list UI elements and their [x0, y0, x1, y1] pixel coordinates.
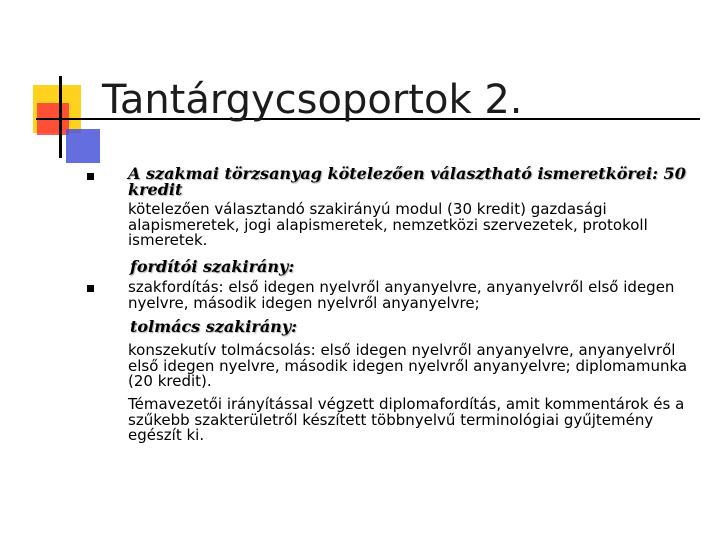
interpreter-text: konszekutív tolmácsolás: első idegen nyelvről anyanyelvre, anyanyelvről első idegen nyelvre, második idegen nyelvről anyanyelvre; diplomamunka (20 kredit). [128, 341, 688, 390]
core-heading: A szakmai törzsanyag kötelezően választható ismeretkörei: 50 kredit [128, 164, 686, 199]
translator-text: szakfordítás: első idegen nyelvről anyanyelvre, anyanyelvről első idegen nyelvre, második idegen nyelvről anyanyelvre; [128, 278, 675, 312]
slide-title: Tantárgycsoportok 2. [102, 77, 523, 123]
core-text: kötelezően választandó szakirányú modul (30 kredit) gazdasági alapismeretek, jogi alapismeretek, nemzetközi szervezetek, protokoll ismeretek. [128, 200, 648, 249]
thesis-text: Témavezetői irányítással végzett diplomafordítás, amit kommentárok és a szűkebb szakterületről készített többnyelvű terminológiai gyűjtemény egészít ki. [128, 395, 685, 444]
interpreter-heading: tolmács szakirány: [130, 317, 298, 336]
bullet-marker [87, 173, 94, 180]
translator-heading: fordítói szakirány: [130, 257, 295, 276]
decor-blue-square [66, 129, 100, 163]
bullet-marker [87, 285, 94, 292]
decor-vertical-line [59, 76, 62, 158]
